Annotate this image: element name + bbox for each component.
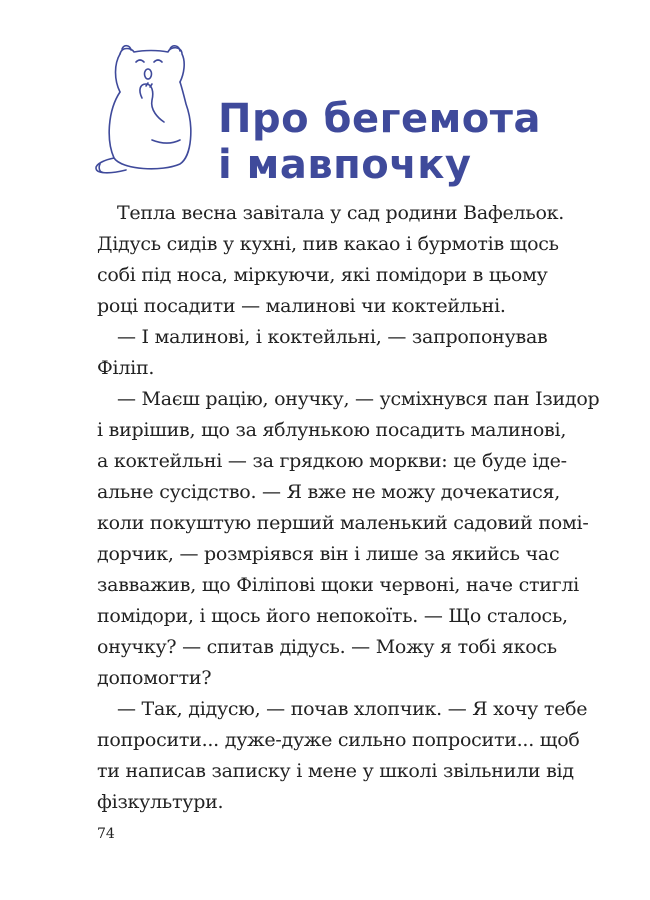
- text-line: — Так, дідусю, — почав хлопчик. — Я хочу тебе: [117, 698, 588, 720]
- text-line: попросити... дуже-дуже сильно попросити... щоб: [97, 729, 580, 751]
- chapter-title-line-2: і мавпочку: [218, 142, 472, 188]
- text-line: ти написав записку і мене у школі звільнили від: [97, 760, 574, 782]
- text-line: помідори, і щось його непокоїть. — Що сталось,: [97, 605, 568, 627]
- text-line: а коктейльні — за грядкою моркви: це буде іде-: [97, 450, 567, 472]
- text-line: і вирішив, що за яблунькою посадить малинові,: [97, 419, 567, 441]
- text-line: Філіп.: [97, 357, 155, 379]
- chapter-title-line-1: Про бегемота: [218, 96, 541, 142]
- text-line: Дідусь сидів у кухні, пив какао і бурмотів щось: [97, 233, 559, 255]
- chapter-title: [218, 96, 541, 188]
- text-line: коли покуштую перший маленький садовий помі-: [97, 512, 589, 534]
- text-line: допомогти?: [97, 667, 212, 689]
- text-line: фізкультури.: [97, 791, 224, 813]
- text-line: — Маєш рацію, онучку, — усміхнувся пан Ізидор: [117, 388, 600, 410]
- text-line: завважив, що Філіпові щоки червоні, наче стиглі: [97, 574, 579, 596]
- text-line: році посадити — малинові чи коктейльні.: [97, 295, 506, 317]
- text-line: альне сусідство. — Я вже не можу дочекатися,: [97, 481, 561, 503]
- text-line: дорчик, — розмріявся він і лише за якийсь час: [97, 543, 560, 565]
- chapter-body-text: [97, 198, 600, 818]
- text-line: онучку? — спитав дідусь. — Можу я тобі якось: [97, 636, 557, 658]
- text-line: собі під носа, міркуючи, які помідори в цьому: [97, 264, 548, 286]
- text-line: Тепла весна завітала у сад родини Вафельок.: [117, 202, 565, 224]
- text-line: — І малинові, і коктейльні, — запропонував: [117, 326, 548, 348]
- hippo-illustration-icon: [92, 40, 202, 180]
- page-number: 74: [97, 826, 115, 842]
